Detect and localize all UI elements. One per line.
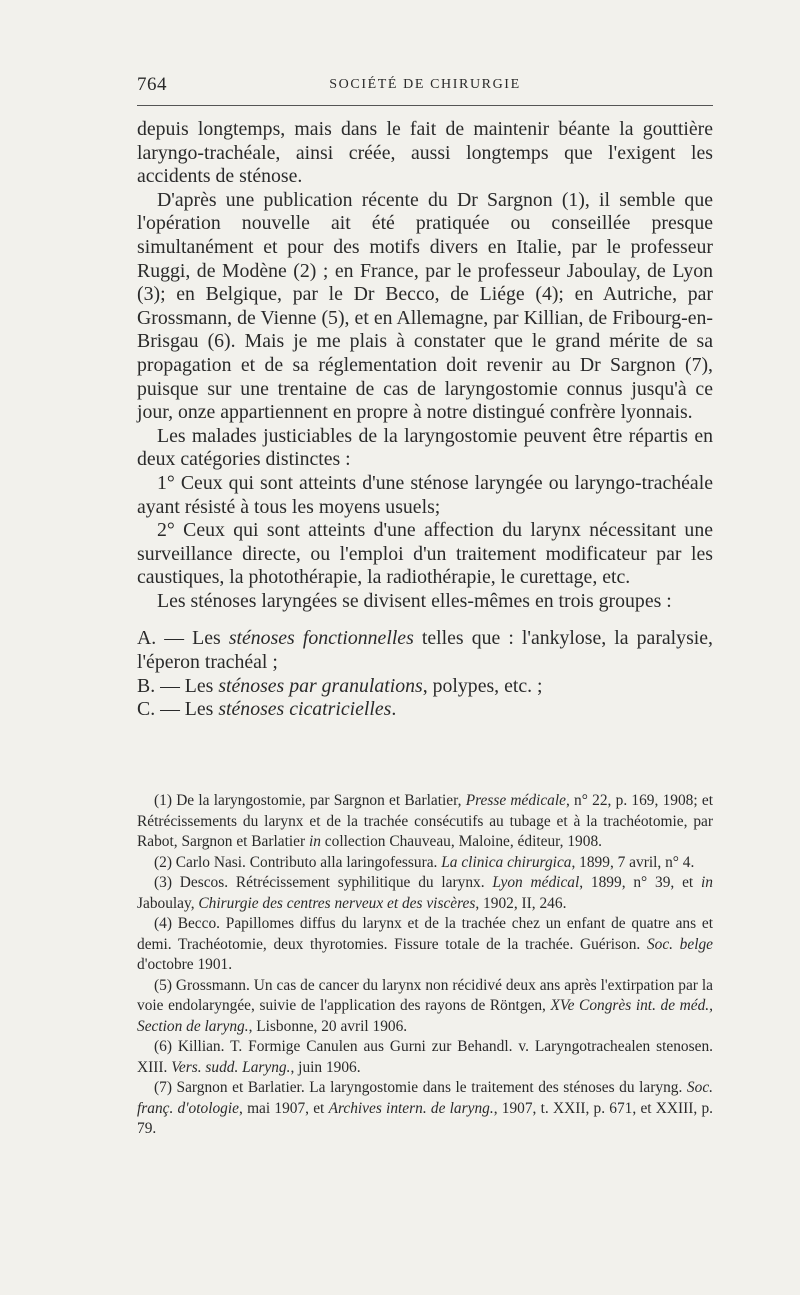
footnote-6-text-2: , juin 1906. (290, 1058, 361, 1076)
footnote-4-text: (4) Becco. Papillomes diffus du larynx et de la trachée chez un enfant de quatre ans et demi. Trachéotomie, deux thyrotomies. Fissure totale de la trachée. Guérison. (137, 915, 713, 953)
list-item-b (137, 675, 713, 699)
paragraph-6: Les sténoses laryngées se divisent elles-mêmes en trois groupes : (157, 589, 672, 612)
footnote-4-text-2: d'octobre 1901. (137, 956, 233, 973)
list-item-c (137, 698, 713, 722)
footnote-7-text-3: , 1907, t. XXII, p. 671, et XXIII, p. 79. (137, 1099, 713, 1137)
footnote-3-text: (3) Descos. Rétrécissement syphilitique du larynx. (154, 874, 493, 891)
page-number: 764 (137, 74, 167, 95)
main-text (137, 118, 713, 722)
list-b-italic: sténoses par granulations (218, 674, 423, 697)
paragraph-3: Les malades justiciables de la laryngostomie peuvent être répartis en deux catégories distinctes : (137, 424, 713, 471)
footnote-3-in: in (701, 874, 713, 891)
footnote-7-text-2: , mai 1907, et (239, 1099, 329, 1117)
footnote-2 (137, 853, 713, 874)
footnote-2-text: (2) Carlo Nasi. Contributo alla laringofessura. (154, 853, 442, 871)
running-header (137, 74, 713, 96)
footnote-5-text: (5) Grossmann. Un cas de cancer du larynx non récidivé deux ans après l'extirpation par la voie endolaryngée, suivie de l'application des rayons de Röntgen, (137, 976, 713, 1014)
footnote-3-journal: Lyon médical (492, 874, 580, 891)
list-a-italic: sténoses fonctionnelles (228, 627, 414, 650)
footnote-1-journal: Presse médicale (465, 792, 566, 809)
footnote-3 (137, 873, 713, 914)
footnote-4 (137, 914, 713, 976)
footnote-2-journal: La clinica chirurgica (441, 853, 572, 871)
footnote-5-congress: XVe Congrès int. de méd., Section de laryng. (137, 997, 713, 1035)
footnote-5-text-2: , Lisbonne, 20 avril 1906. (248, 1017, 408, 1035)
footnote-3-text-4: , 1902, II, 246. (475, 894, 567, 912)
footnote-3-text-2: , 1899, n° 39, et (579, 874, 701, 891)
footnote-7-society: Soc. franç. d'otologie (137, 1079, 713, 1117)
footnote-6-text: (6) Killian. T. Formige Canulen aus Gurni zur Behandl. v. Laryngotrachealen stenosen. XIII. (137, 1038, 713, 1076)
footnote-2-text-2: , 1899, 7 avril, n° 4. (571, 853, 695, 871)
footnote-1-in: in (308, 833, 321, 850)
header-rule (137, 105, 713, 106)
list-a-prefix: A. — Les (137, 627, 229, 650)
footnote-1-text-3: collection Chauveau, Maloine, éditeur, 1908. (320, 833, 602, 850)
paragraph-4: 1° Ceux qui sont atteints d'une sténose laryngée ou laryngo-trachéale ayant résisté à tous les moyens usuels; (137, 471, 713, 518)
list-c-rest: . (391, 698, 397, 721)
list-b-rest: , polypes, etc. ; (422, 674, 543, 697)
paragraph-2: D'après une publication récente du Dr Sargnon (1), il semble que l'opération nouvelle ait été pratiquée ou conseillée presque simultanément et pour des motifs divers en Italie, par le professeur Ruggi, de Modène (2) ; en France, par le professeur Jaboulay, de Lyon (3); en Belgique, par le Dr Becco, de Liége (4); en Autriche, par Grossmann, de Vienne (5), et en Allemagne, par Killian, de Fribourg-en-Brisgau (6). Mais je me plais à constater que le grand mérite de sa propagation et de sa réglementation doit revenir au Dr Sargnon (7), puisque sur une trentaine de cas de laryngostomie connus jusqu'à ce jour, onze appartiennent en propre à notre distingué confrère lyonnais. (137, 188, 713, 424)
footnote-6-meeting: Vers. sudd. Laryng. (171, 1058, 291, 1076)
footnotes (137, 791, 713, 1140)
footnote-6 (137, 1037, 713, 1078)
footnote-1 (137, 791, 713, 853)
running-title: SOCIÉTÉ DE CHIRURGIE (329, 77, 521, 92)
footnote-4-society: Soc. belge (646, 935, 714, 953)
list-item-a (137, 627, 713, 674)
list-c-prefix: C. — Les (137, 698, 219, 721)
footnote-3-text-3: Jaboulay, (137, 894, 199, 912)
list-a-rest: telles que : l'ankylose, la paralysie, l'éperon trachéal ; (137, 627, 713, 674)
footnote-3-book: Chirurgie des centres nerveux et des viscères (198, 894, 476, 912)
footnote-5 (137, 976, 713, 1038)
list-b-prefix: B. — Les (137, 674, 219, 697)
footnote-1-text-2: , n° 22, p. 169, 1908; et Rétrécissements du larynx et de la trachée consécutifs au tubage et à la trachéotomie, par Rabot, Sargnon et Barlatier (137, 792, 714, 850)
footnote-7-journal: Archives intern. de laryng. (328, 1099, 494, 1117)
footnote-1-text: (1) De la laryngostomie, par Sargnon et Barlatier, (154, 792, 466, 809)
paragraph-5: 2° Ceux qui sont atteints d'une affection du larynx nécessitant une surveillance directe, ou l'emploi d'un traitement modificateur par les caustiques, la photothérapie, la radiothérapie, le curettage, etc. (137, 519, 713, 589)
footnote-7-text: (7) Sargnon et Barlatier. La laryngostomie dans le traitement des sténoses du laryng. (154, 1079, 687, 1096)
list-c-italic: sténoses cicatricielles (218, 698, 392, 721)
footnote-7 (137, 1078, 713, 1140)
paragraph-1: depuis longtemps, mais dans le fait de maintenir béante la gouttière laryngo-trachéale, ainsi créée, aussi longtemps que l'exigent les accidents de sténose. (137, 118, 713, 188)
